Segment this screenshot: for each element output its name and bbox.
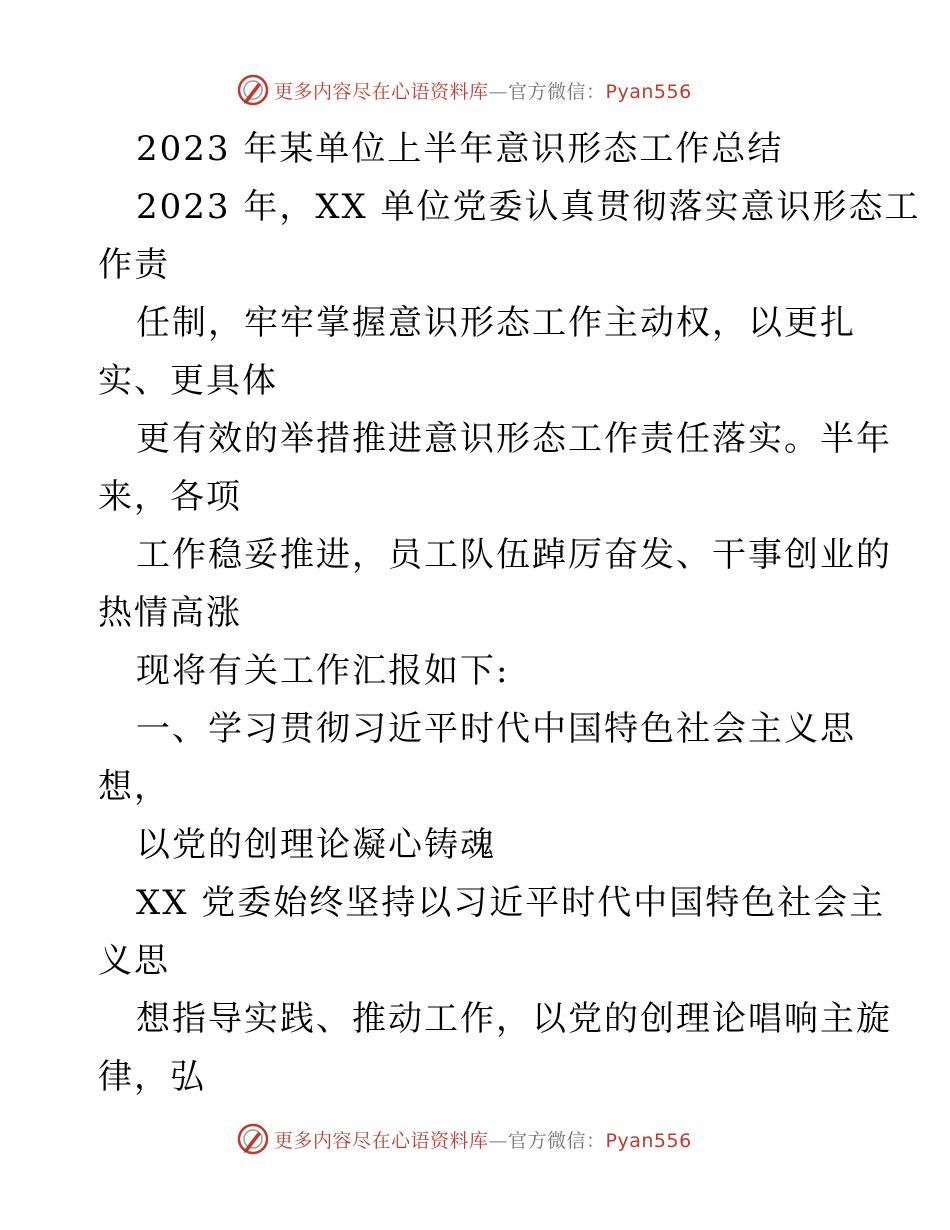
watermark-id: Pyan556: [605, 1129, 692, 1152]
watermark-official: 官方微信：: [508, 80, 606, 103]
watermark-main: 更多内容尽在心语资料库: [274, 80, 489, 103]
watermark-official: 官方微信：: [508, 1129, 606, 1152]
text-line: 来，各项: [98, 477, 242, 517]
text-line: 实、更具体: [98, 361, 278, 401]
text-line: 以党的创理论凝心铸魂: [136, 825, 496, 865]
header-watermark: [236, 73, 692, 107]
text-line: 一、学习贯彻习近平时代中国特色社会主义思: [136, 709, 856, 749]
watermark-text: [274, 1126, 692, 1153]
text-line: 作责: [98, 245, 170, 285]
text-line: 想指导实践、推动工作，以党的创理论唱响主旋: [136, 999, 892, 1039]
watermark-main: 更多内容尽在心语资料库: [274, 1129, 489, 1152]
text-line: 义思: [98, 941, 170, 981]
text-line: 热情高涨: [98, 593, 242, 633]
text-line: 更有效的举措推进意识形态工作责任落实。半年: [136, 419, 892, 459]
text-line: 工作稳妥推进，员工队伍踔厉奋发、干事创业的: [136, 535, 892, 575]
text-line: 任制，牢牢掌握意识形态工作主动权，以更扎: [136, 303, 856, 343]
watermark-dash: —: [488, 80, 509, 103]
pen-logo-icon: [236, 73, 270, 107]
document-title: 2023 年某单位上半年意识形态工作总结: [136, 129, 784, 169]
text-line: XX 党委始终坚持以习近平时代中国特色社会主: [136, 883, 886, 923]
text-line: 想，: [98, 767, 170, 807]
pen-logo-icon: [236, 1122, 270, 1156]
watermark-id: Pyan556: [605, 80, 692, 103]
text-line: 律，弘: [98, 1057, 206, 1097]
text-line: 2023 年，XX 单位党委认真贯彻落实意识形态工: [136, 187, 921, 227]
watermark-dash: —: [488, 1129, 509, 1152]
watermark-text: [274, 77, 692, 104]
text-line: 现将有关工作汇报如下:: [136, 651, 510, 691]
document-body: [98, 120, 921, 1106]
footer-watermark: [236, 1122, 692, 1156]
